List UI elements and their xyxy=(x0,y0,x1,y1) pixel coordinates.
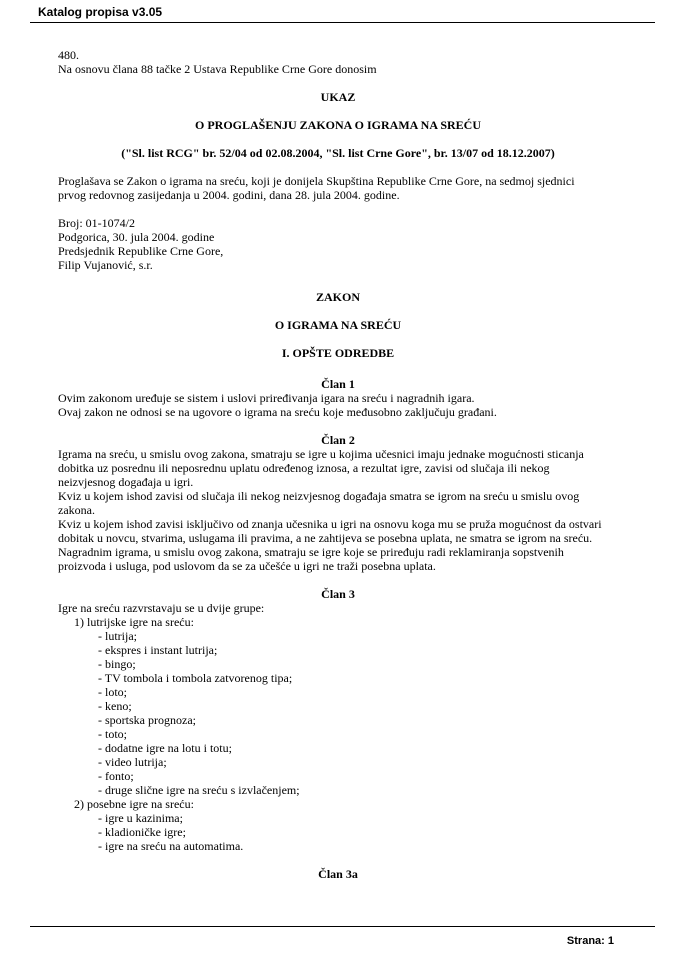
article-2-line: Kviz u kojem ishod zavisi od slučaja ili nekog neizvjesnog događaja smatra se igrom na sreću u smislu ovog xyxy=(58,489,580,503)
article-2-line: Kviz u kojem ishod zavisi isključivo od znanja učesnika u igri na osnovu koga mu se pruža mogućnost da ostvari xyxy=(58,517,602,531)
footer-divider xyxy=(30,926,655,927)
article-3-intro: Igre na sreću razvrstavaju se u dvije grupe: xyxy=(58,601,265,615)
preamble: Na osnovu člana 88 tačke 2 Ustava Republike Crne Gore donosim xyxy=(58,62,377,76)
gazette-reference: ("Sl. list RCG" br. 52/04 od 02.08.2004, "Sl. list Crne Gore", br. 13/07 od 18.12.2007) xyxy=(121,146,555,160)
article-2-body xyxy=(58,447,618,573)
list-item: - druge slične igre na sreću s izvlačenjem; xyxy=(98,783,300,797)
article-2-line: dobitak u novcu, stvarima, uslugama ili pravima, a ne zahtijeva se posebna uplata, ne smatra se igrom na sreću. xyxy=(58,531,593,545)
list-item: - toto; xyxy=(98,727,127,741)
article-3-body xyxy=(58,601,618,853)
article-2-line: dobitka uz posrednu ili neposrednu uplatu određenog iznosa, a rezultat igre, zavisi od slučaja ili nekog xyxy=(58,461,550,475)
chapter-title: I. OPŠTE ODREDBE xyxy=(281,346,395,360)
group-1-title: 1) lutrijske igre na sreću: xyxy=(74,615,194,629)
list-item: - bingo; xyxy=(98,657,136,671)
article-2-line: neizvjesnog događaja u igri. xyxy=(58,475,194,489)
article-2-line: zakona. xyxy=(58,503,95,517)
header-divider xyxy=(30,22,655,23)
list-item: - kladioničke igre; xyxy=(98,825,186,839)
document-body xyxy=(58,48,618,881)
list-item: - igre na sreću na automatima. xyxy=(98,839,244,853)
article-3-title: Član 3 xyxy=(321,587,355,601)
list-item: - TV tombola i tombola zatvorenog tipa; xyxy=(98,671,293,685)
proclamation-line-1: Proglašava se Zakon o igrama na sreću, koji je donijela Skupština Republike Crne Gore, na sedmoj sjednici xyxy=(58,174,575,188)
article-1-line: Ovaj zakon ne odnosi se na ugovore o igrama na sreću koje međusobno zaključuju građani. xyxy=(58,405,497,419)
article-3a-title: Član 3a xyxy=(318,867,358,881)
article-2-line: Nagradnim igrama, u smislu ovog zakona, smatraju se igre koje se priređuju radi reklamiranja sopstvenih xyxy=(58,545,564,559)
ukaz-subtitle: O PROGLAŠENJU ZAKONA O IGRAMA NA SREĆU xyxy=(194,118,482,132)
signature-title: Predsjednik Republike Crne Gore, xyxy=(58,244,224,258)
article-2-line: proizvoda i usluga, pod uslovom da se za učešće u igri ne traži posebna uplata. xyxy=(58,559,436,573)
document-number: 480. xyxy=(58,48,79,62)
group-2-title: 2) posebne igre na sreću: xyxy=(74,797,194,811)
list-item: - fonto; xyxy=(98,769,134,783)
signature-name: Filip Vujanović, s.r. xyxy=(58,258,153,272)
list-item: - dodatne igre na lotu i totu; xyxy=(98,741,232,755)
list-item: - lutrija; xyxy=(98,629,137,643)
article-2-line: Igrama na sreću, u smislu ovog zakona, smatraju se igre u kojima učesnici imaju jednake mogućnosti sticanja xyxy=(58,447,584,461)
article-1-title: Član 1 xyxy=(321,377,355,391)
ukaz-title: UKAZ xyxy=(320,90,356,104)
signature-place-date: Podgorica, 30. jula 2004. godine xyxy=(58,230,215,244)
list-item: - video lutrija; xyxy=(98,755,167,769)
law-title: ZAKON xyxy=(315,290,360,304)
signature-number: Broj: 01-1074/2 xyxy=(58,216,135,230)
list-item: - igre u kazinima; xyxy=(98,811,183,825)
list-item: - ekspres i instant lutrija; xyxy=(98,643,218,657)
article-1-body xyxy=(58,391,618,419)
article-1-line: Ovim zakonom uređuje se sistem i uslovi priređivanja igara na sreću i nagradnih igara. xyxy=(58,391,475,405)
list-item: - loto; xyxy=(98,685,127,699)
catalog-header-title: Katalog propisa v3.05 xyxy=(38,5,163,19)
list-item: - sportska prognoza; xyxy=(98,713,196,727)
article-2-title: Član 2 xyxy=(321,433,355,447)
page-number: Strana: 1 xyxy=(566,935,614,947)
list-item: - keno; xyxy=(98,699,132,713)
signature-block xyxy=(58,216,618,272)
law-subtitle: O IGRAMA NA SREĆU xyxy=(274,318,402,332)
proclamation-line-2: prvog redovnog zasijedanja u 2004. godini, dana 28. jula 2004. godine. xyxy=(58,188,400,202)
